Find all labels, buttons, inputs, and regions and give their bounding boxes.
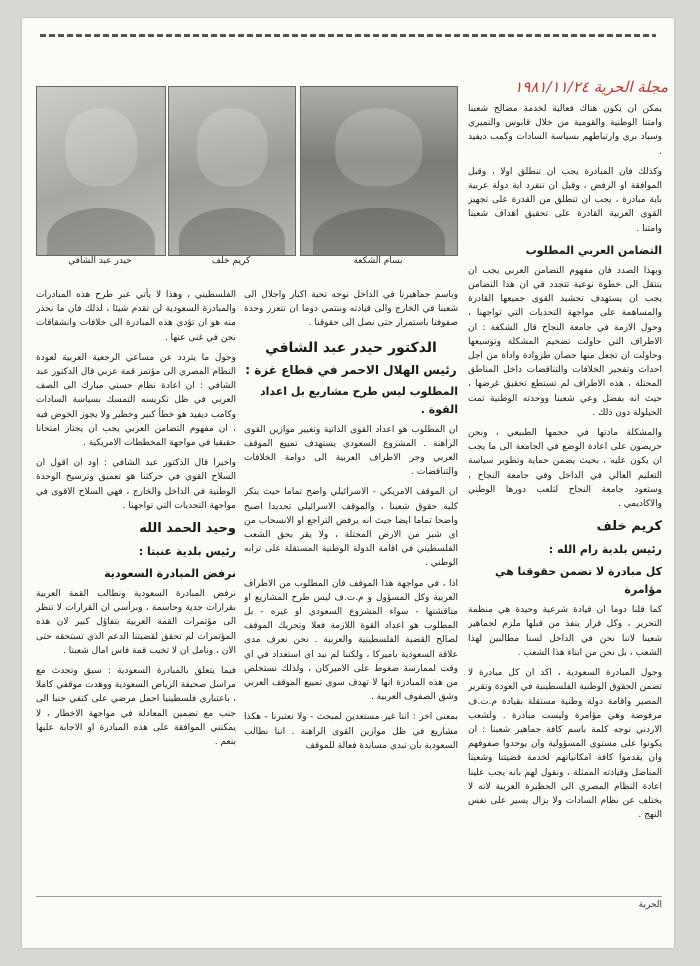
paragraph: ان الموقف الامريكي - الاسرائيلي واضح تماما حيث ينكر كلية حقوق شعبنا ، والموقف الاسرائيلي تحديدا اصبح واضحا تماما ايضا حيث انه يرفض التراجع او الانسحاب من اي شبر من الارض المحتلة ، ولا يقر بحق الشعب الفلسطيني في اقامة الدولة الوطنية المستقلة على ترابه الوطني .	[244, 487, 458, 569]
article-column-left	[36, 288, 236, 888]
paragraph: وحول المبادرة السعودية ، اكد ان كل مبادرة لا تضمن الحقوق الوطنية الفلسطينية في العودة وتقرير المصير واقامة دولة وطنية مستقلة بقيادة م.ت.ف مرفوضة وهي مؤامرة وليست مبادرة . ولشعب الاردني نوجه كلمة باسم كافة جماهير شعبنا : ان يكونوا على مستوى المسؤولية وان يوحدوا صفوفهم وان يقدموا كافة امكانياتهم لخدمة قضيتنا وشعبنا المناضل وقيادته الممثلة ، ونقول لهم بانه يجب علينا اعادة النظام المصري الى الحظيرة العربية لانه لا يختلف عن نظام السادات ولا يزال يسير على نفس النهج .	[468, 668, 662, 821]
photo-haidar-abdel-shafi	[36, 86, 166, 256]
paragraph: فيما يتعلق بالمبادرة السعودية : سبق وتحدث مع مراسل صحيفة الرياض السعودية ووهدت موقفي كاملا ، باعتباري فلسطينيا احمل مرضي على كتفي جنبا الى جنب مع تضمين المعادلة في مواجهة الاخطار ، لا يمكنني الموافقة على هذه المبادرة او الاجابة عليها بنعم .	[36, 666, 236, 748]
top-rule	[40, 34, 656, 37]
speaker-name: وحيد الحمد الله	[139, 521, 236, 537]
photo-karim-khalaf	[168, 86, 296, 256]
paragraph: وباسم جماهيرنا في الداخل نوجه تحية اكبار واجلال الى شعبنا في الخارج والى قيادته وننتمي دوما ان تتعزز وحدة صفوفنا باستمرار حتى نصل الى حقوقنا .	[244, 290, 458, 329]
photo-caption: كريم خلف	[211, 256, 251, 266]
paragraph: يمكن ان يكون هناك فعالية لخدمة مصالح شعبنا وامتنا الوطنية والقومية من خلال قابوس والنميري وسياد بري وارتباطهم بسياسة السادات وكمب ديفيد .	[468, 104, 662, 157]
portrait-face	[335, 109, 422, 186]
photo-bassam-shakaa	[300, 86, 458, 256]
speaker-title: رئيس بلدية رام الله :	[548, 543, 662, 557]
paragraph: الفلسطيني ، وهذا لا يأتي عبر طرح هذه المبادرات والمبادرة السعودية لن تقدم شيئا ، لذلك فان ما نحذر منه هو ان تؤدي هذه المبادرة الى خلافات وانشقاقات نحن في غنى عنها .	[36, 290, 236, 343]
paragraph: واخيرا قال الدكتور عبد الشافي : اود ان اقول ان السلاح القوي في حركتنا هو تعميق وترسيخ الوحدة الوطنية في الداخل والخارج ، فهي السلاح الاقوى في مواجهة التحديات التي تواجهنا .	[36, 458, 236, 511]
paragraph: نرفض المبادرة السعودية ونطالب القمة العربية بقرارات جدية وحاسمة ، وبرأسي ان القرارات لا تنظر الى مؤتمرات القمة العربية بتفاؤل كبير لان هذه المؤتمرات لم تحقق لقضيتنا الدعم الذي تستحقه حتى الان ، ونامل ان لا تخيب قمة فاس امال شعبنا .	[36, 589, 236, 656]
section-heading: كل مبادرة لا تضمن حقوقنا هي مؤامرة	[494, 565, 662, 597]
speaker-title: رئيس بلدية عنبتا :	[138, 545, 236, 559]
portrait-face	[65, 109, 137, 186]
paragraph: وكذلك فان المبادرة يجب ان تنطلق اولا ، وقبل الموافقة او الرفض ، وقبل ان تنفرد اية دولة عربية باية مبادرة ، يجب ان تنطلق من القدرة على تجهيز القوى العربية القادرة على تحقيق اهداف شعبنا وامتنا .	[468, 166, 662, 234]
portrait-shoulders	[47, 208, 155, 256]
portrait-shoulders	[179, 208, 285, 256]
paragraph: كما قلنا دوما ان قيادة شرعية وحيدة هي منظمة التحرير ، وكل قرار ينفذ من قبلها ملزم لجماهير شعبنا لاننا نحن في الداخل لسنا مطالبين لهذا الشعب ، بل نحن من ابناء هذا الشعب .	[468, 605, 662, 658]
section-heading: التضامن العربي المطلوب	[525, 243, 662, 257]
photo-caption: بسام الشكعة	[353, 256, 403, 266]
paragraph: بمعنى اخر : اننا غير مستعدين لمبحث - ولا نعتبرنا - هكذا مشاريع في ظل موازين القوى الراهنة . اننا نطالب السعودية بان تبدي مساندة فعالة للموقف	[244, 712, 458, 751]
headline: الدكتور حيدر عبد الشافي	[265, 339, 437, 356]
article-column-middle	[244, 288, 458, 888]
portrait-face	[197, 109, 268, 186]
newspaper-page	[22, 18, 674, 948]
headline-subtitle: رئيس الهلال الاحمر في قطاع غزة :	[245, 362, 457, 377]
paragraph: وبهذا الصدد فان مفهوم التضامن العربي يجب ان ينتقل الى خطوة نوعية تتجدد في ان هذا التضامن يجب ان يستهدف تحشيد القوى جميعها القادرة والمساهمة على مواجهة التحديات التي تواجهنا ، وحول الازمة في جامعة النجاح قال الشكعة : ان الاطراف التي حاولت تضخيم المشكلة وتوسيعها وحاولت ان تجعل منها حصان طروادة واداة من اجل احداث وتفجير الخلافات والتناقضات داخل المناطق المحتلة ، هذه الاطراف لم تستطع تحقيق غرضها ، حيث انه بفضل وعي شعبنا ووحدته الوطنية تمت الحيلولة دون ذلك .	[468, 265, 662, 418]
page-footer	[36, 896, 662, 918]
paragraph: والمشكلة مادتها في حجمها الطبيعي ، ونحن حريصون على اعادة الوضع في الجامعة الى ما يجب ان يكون عليه ، بحيث يضمن حماية وتطوير سياسة التعليم العالي في الداخل وفي جامعة النجاح ، وستعود جامعة النجاح لتلعب دورها الوطني والاكاديمي .	[468, 428, 662, 510]
section-heading: المطلوب ليس طرح مشاريع بل اعداد القوة .	[260, 384, 458, 416]
photo-caption: حيدر عبد الشافي	[68, 256, 132, 266]
speaker-name: كريم خلف	[596, 519, 662, 535]
footer-source: الحرية	[638, 900, 662, 910]
handwritten-date-note: مجلة الحرية ١٩٨١/١١/٢٤	[514, 78, 668, 96]
paragraph: اذا ، في مواجهة هذا الموقف فان المطلوب من الاطراف العربية وكل المسؤول و م.ت.ف ليس طرح المشاريع او مناقشتها - سواء المشروع السعودي او غيره - بل المطلوب هو اعداد القوة اللازمة فعلا وتحريك الموقف لصالح القضية الفلسطينية والعربية . نحن نعرف مدى علاقة السعودية باميركا ، ولكننا لم نبد اي استعداد في اي وقت لممارسة ضغوط على الاميركان ، ولذلك نستخلص من هذه المبادرة انها لا تهدف سوى تمييع الموقف العربي وشق الصفوف العربية .	[244, 578, 458, 703]
section-heading: نرفض المبادرة السعودية	[104, 567, 236, 581]
portrait-shoulders	[313, 208, 444, 256]
article-column-right	[468, 102, 662, 886]
paragraph: وحول ما يتردد عن مساعي الرجعية العربية لعودة النظام المصري الى مؤتمر قمة عربي قال الدكتور عبد الشافي : ان اعادة نظام حسني مبارك الى الصف العربي في ظل تكريسه التمسك بسياسة السادات وكامب ديفيد هو خطأ كبير وخطير ولا يجوز الخوض فيه ، ان مفهوم التضامن العربي يجب ان يجتاز امتحانا حقيقيا في مواجهة المخططات الامريكية .	[36, 352, 236, 449]
paragraph: ان المطلوب هو اعداد القوى الذاتية وتغيير موازين القوى الراهنة . المشروع السعودي يستهدف تمييع الموقف العربي وجر الاطراف العربية الى دوامة الخلافات والتناقضات .	[244, 424, 458, 478]
